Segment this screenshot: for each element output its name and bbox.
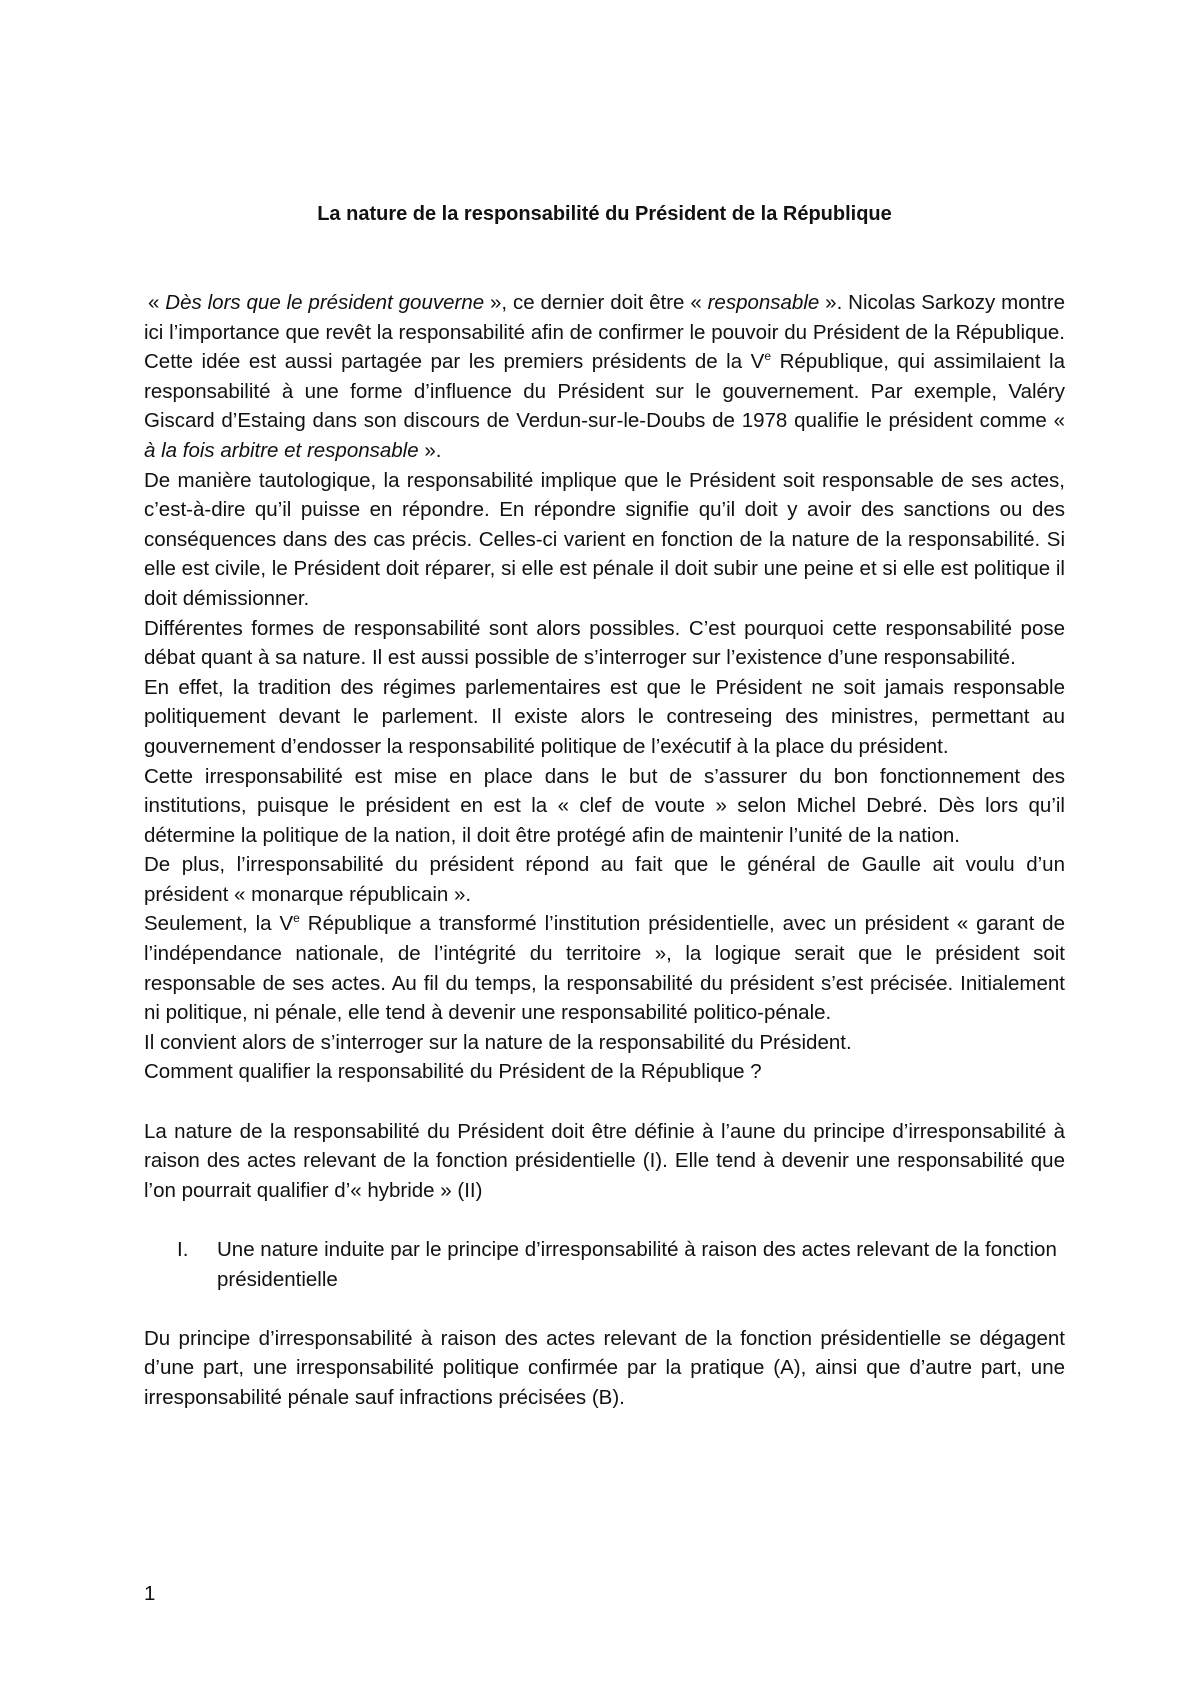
spacer xyxy=(144,1205,1065,1235)
paragraph-de-plus: De plus, l’irresponsabilité du président répond au fait que le général de Gaulle ait voulu d’un président « monarque républicain ». xyxy=(144,853,1065,906)
quote-italic-3: à la fois arbitre et responsable xyxy=(144,438,419,462)
intro-text-2: République, qui assimilaient la responsabilité à une forme d’influence du Président sur le gouvernement. Par exemple, Valéry Giscard d’Estaing dans son discours de Verdun-sur-le-Doubs de 1978 qualifie le président comme « xyxy=(144,350,1066,433)
problematique-question: Comment qualifier la responsabilité du Président de la République ? xyxy=(144,1060,762,1084)
quote-italic-2: responsable xyxy=(707,291,820,314)
seulement-rest: République a transformé l’institution présidentielle, avec un président « garant de l’indépendance nationale, de l’intégrité du territoire », la logique serait que le président soit responsable de ses actes. Au fil du temps, la responsabilité du président s’est précisée. Initialement ni politique, ni pénale, elle tend à devenir une responsabilité politico-pénale. xyxy=(144,912,1065,1025)
quote-mid: », ce dernier doit être « xyxy=(484,291,708,314)
intro-text-1: ». Nicolas Sarkozy montre ici l’importance que revêt la responsabilité afin de confirmer le pouvoir du Président de la République. Cette idée est aussi partagée par les premiers présidents de la V xyxy=(144,291,1065,374)
section-heading xyxy=(144,1235,1065,1294)
superscript-e: e xyxy=(764,349,772,364)
quote-italic-1: Dès lors que le président gouverne xyxy=(165,291,485,314)
spacer xyxy=(144,1294,1065,1324)
intro-text-end: ». xyxy=(418,438,442,462)
seulement-start: Seulement, la V xyxy=(144,912,294,936)
page-number: 1 xyxy=(144,1582,156,1605)
paragraph-tradition: En effet, la tradition des régimes parlementaires est que le Président ne soit jamais responsable politiquement devant le parlement. Il existe alors le contreseing des ministres, permettant au gouvernement d’endosser la responsabilité politique de l’exécutif à la place du président. xyxy=(144,675,1065,758)
spacer xyxy=(144,1087,1065,1117)
superscript-e-2: e xyxy=(293,911,300,926)
quote-open: « xyxy=(148,291,166,314)
paragraph-tautologie: De manière tautologique, la responsabilité implique que le Président soit responsable de ses actes, c’est-à-dire qu’il puisse en répondre. En répondre signifie qu’il doit y avoir des sanctions ou des conséquences dans des cas précis. Celles-ci varient en fonction de la nature de la responsabilité. Si elle est civile, le Président doit réparer, si elle est pénale il doit subir une peine et si elle est politique il doit démissionner. xyxy=(144,468,1065,610)
paragraph-irresponsabilite: Cette irresponsabilité est mise en place dans le but de s’assurer du bon fonctionnement des institutions, puisque le président en est la « clef de voute » selon Michel Debré. Dès lors qu’il détermine la politique de la nation, il doit être protégé afin de maintenir l’unité de la nation. xyxy=(144,764,1065,847)
annonce-du-plan: La nature de la responsabilité du Président doit être définie à l’aune du principe d’irresponsabilité à raison des actes relevant de la fonction présidentielle (I). Elle tend à devenir une responsabilité que l’on pourrait qualifier d’« hybride » (II) xyxy=(144,1119,1065,1202)
section-number: I. xyxy=(177,1238,189,1261)
problematique-lead: Il convient alors de s’interroger sur la nature de la responsabilité du Président. xyxy=(144,1030,852,1054)
paragraph-formes: Différentes formes de responsabilité sont alors possibles. C’est pourquoi cette responsabilité pose débat quant à sa nature. Il est aussi possible de s’interroger sur l’existence d’une responsabilité. xyxy=(144,616,1065,670)
intro-paragraph xyxy=(144,288,1065,466)
document-body xyxy=(144,200,1065,1413)
section-title: Une nature induite par le principe d’irresponsabilité à raison des actes relevant de la fonction présidentielle xyxy=(217,1238,1057,1291)
paragraph-seulement xyxy=(144,909,1065,1027)
document-title: La nature de la responsabilité du Président de la République xyxy=(317,203,892,225)
section-intro: Du principe d’irresponsabilité à raison des actes relevant de la fonction présidentielle se dégagent d’une part, une irresponsabilité politique confirmée par la pratique (A), ainsi que d’autre part, une irresponsabilité pénale sauf infractions précisées (B). xyxy=(144,1326,1065,1409)
